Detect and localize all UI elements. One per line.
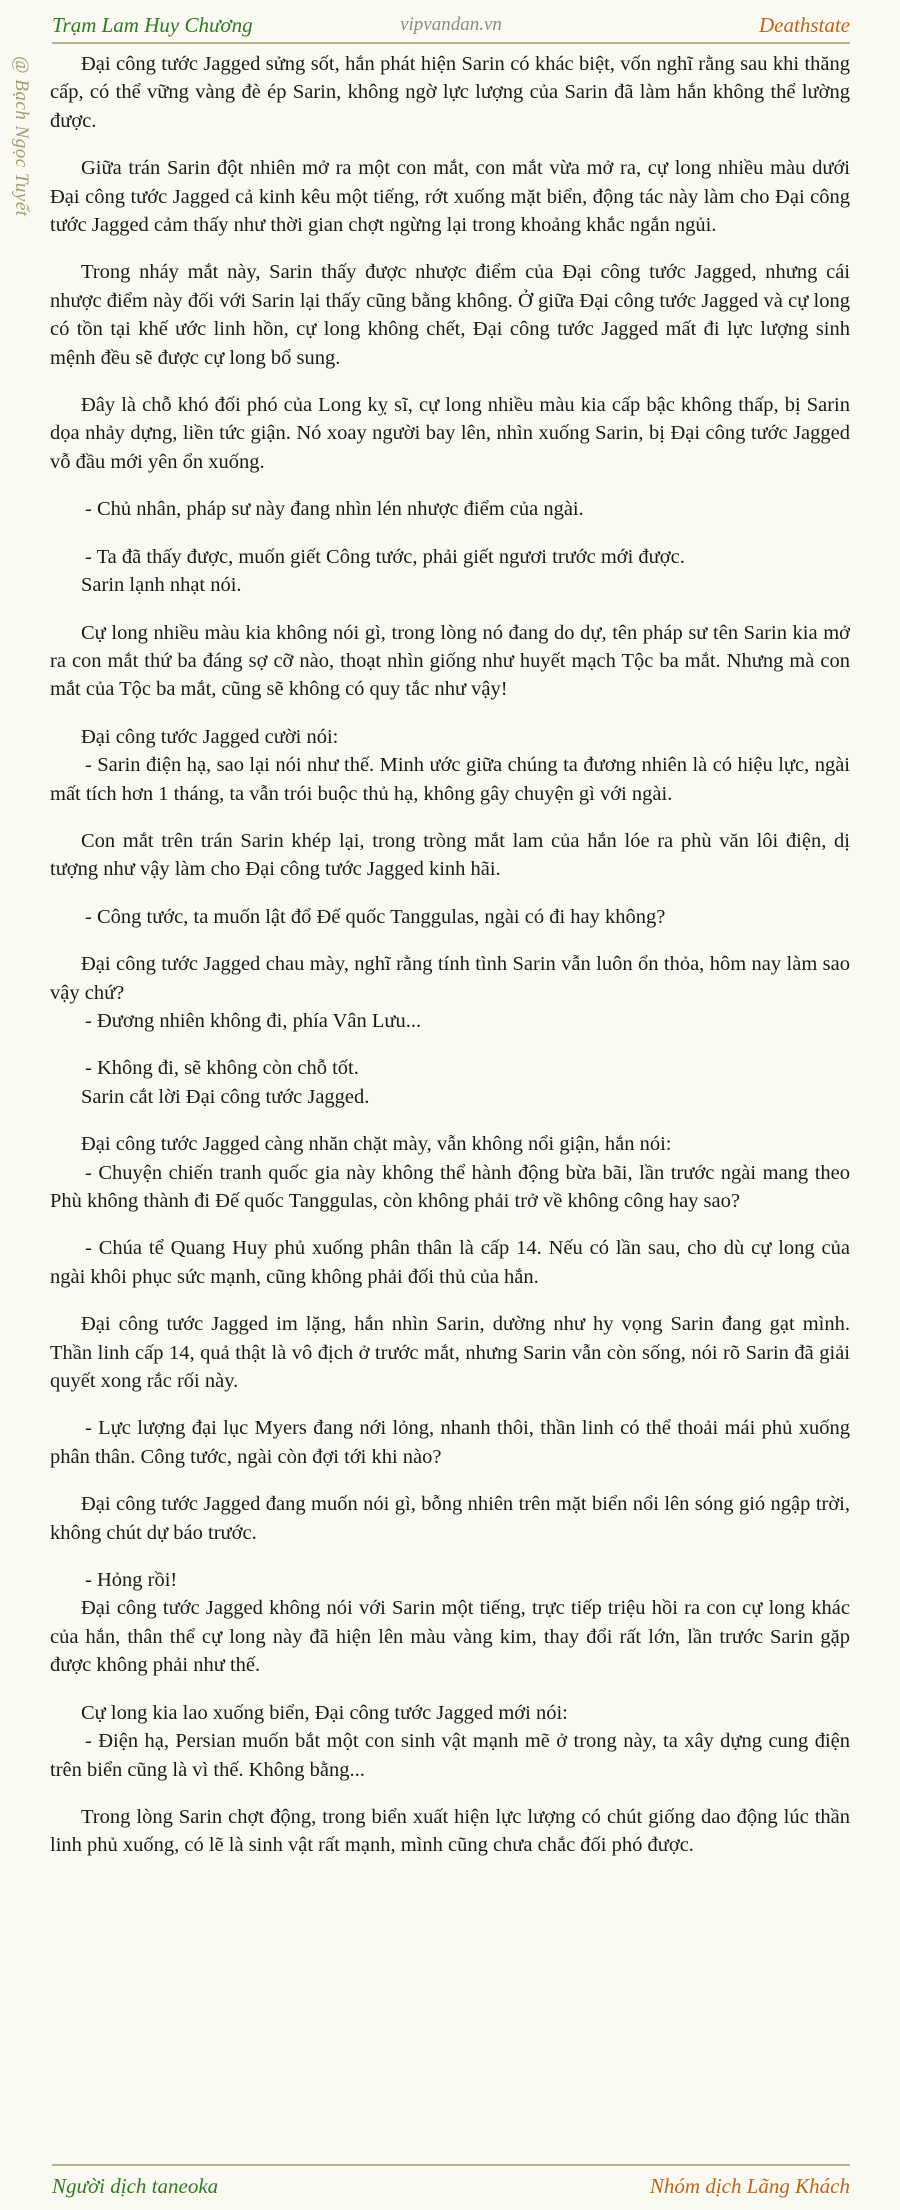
- dialogue-line: - Không đi, sẽ không còn chỗ tốt.: [85, 1057, 359, 1080]
- paragraph: Đại công tước Jagged chau mày, nghĩ rằng tính tình Sarin vẫn luôn ổn thỏa, hôm nay làm sao vậy chứ?: [50, 953, 850, 1004]
- page-footer: [52, 2164, 850, 2206]
- page-header: [52, 8, 850, 44]
- dialogue-tag: Sarin lạnh nhạt nói.: [81, 574, 242, 597]
- dialogue-line: - Điện hạ, Persian muốn bắt một con sinh vật mạnh mẽ ở trong này, ta xây dựng cung điện trên biển cũng là vì thế. Không bằng...: [50, 1730, 850, 1781]
- chapter-label: Deathstate: [759, 12, 850, 37]
- dialogue-line: - Chuyện chiến tranh quốc gia này không thể hành động bừa bãi, lần trước ngài mang theo Phù không thành đi Đế quốc Tanggulas, còn không phải trở về không công hay sao?: [50, 1161, 850, 1212]
- dialogue-line: - Ta đã thấy được, muốn giết Công tước, phải giết ngươi trước mới được.: [85, 545, 685, 568]
- translator-credit: Người dịch taneoka: [52, 2173, 219, 2198]
- paragraph: Trong nháy mắt này, Sarin thấy được nhược điểm của Đại công tước Jagged, nhưng cái nhược điểm này đối với Sarin lại thấy cũng bằng không. Ở giữa Đại công tước Jagged và cự long có tồn tại khế ước linh hồn, cự long không chết, Đại công tước Jagged mất đi lực lượng sinh mệnh đều sẽ được cự long bổ sung.: [50, 261, 850, 369]
- dialogue-line: - Lực lượng đại lục Myers đang nới lỏng, nhanh thôi, thần linh có thể thoải mái phủ xuống phân thân. Công tước, ngài còn đợi tới khi nào?: [50, 1417, 850, 1468]
- chapter-text: [50, 50, 850, 1879]
- dialogue-tag: Sarin cắt lời Đại công tước Jagged.: [81, 1085, 370, 1108]
- dialogue-line: - Sarin điện hạ, sao lại nói như thế. Minh ước giữa chúng ta đương nhiên là có hiệu lực, ngài mất tích hơn 1 tháng, ta vẫn trói buộc thủ hạ, không gây chuyện gì với ngài.: [50, 754, 850, 805]
- site-name: vipvandan.vn: [400, 14, 502, 35]
- dialogue-line: - Chủ nhân, pháp sư này đang nhìn lén nhược điểm của ngài.: [85, 498, 584, 521]
- paragraph: Đại công tước Jagged cười nói:: [81, 725, 339, 748]
- dialogue-line: - Hỏng rồi!: [85, 1569, 178, 1592]
- paragraph: Đại công tước Jagged không nói với Sarin một tiếng, trực tiếp triệu hồi ra con cự long khác của hắn, thân thể cự long này đã hiện lên màu vàng kim, thay đổi rất lớn, lần trước Sarin gặp được không phải như thế.: [50, 1597, 850, 1677]
- paragraph: Đại công tước Jagged càng nhăn chặt mày, vẫn không nổi giận, hắn nói:: [81, 1133, 672, 1156]
- group-credit: Nhóm dịch Lãng Khách: [649, 2173, 850, 2198]
- paragraph: Đại công tước Jagged sửng sốt, hắn phát hiện Sarin có khác biệt, vốn nghĩ rằng sau khi thăng cấp, có thể vững vàng đè ép Sarin, không ngờ lực lượng của Sarin đã làm hắn không thể lường được.: [50, 53, 850, 132]
- paragraph: Cự long kia lao xuống biển, Đại công tước Jagged mới nói:: [81, 1701, 568, 1724]
- dialogue-line: - Công tước, ta muốn lật đổ Đế quốc Tanggulas, ngài có đi hay không?: [85, 905, 666, 928]
- paragraph: Giữa trán Sarin đột nhiên mở ra một con mắt, con mắt vừa mở ra, cự long nhiều màu dưới Đại công tước Jagged cả kinh kêu một tiếng, rớt xuống mặt biển, động tác này làm cho Đại công tước Jagged cảm thấy như thời gian chợt ngừng lại trong khoảng khắc ngắn ngủi.: [50, 157, 850, 237]
- book-title: Trạm Lam Huy Chương: [52, 12, 253, 37]
- paragraph: Đại công tước Jagged im lặng, hắn nhìn Sarin, dường như hy vọng Sarin đang gạt mình. Thần linh cấp 14, quả thật là vô địch ở trước mắt, nhưng Sarin vẫn còn sống, nói rõ Sarin đã giải quyết xong rắc rối này.: [50, 1313, 850, 1393]
- paragraph: Đại công tước Jagged đang muốn nói gì, bỗng nhiên trên mặt biển nổi lên sóng gió ngập trời, không chút dự báo trước.: [50, 1493, 850, 1544]
- dialogue-line: - Chúa tể Quang Huy phủ xuống phân thân là cấp 14. Nếu có lần sau, cho dù cự long của ngài khôi phục sức mạnh, cũng không phải đối thủ của hắn.: [50, 1237, 850, 1288]
- paragraph: Trong lòng Sarin chợt động, trong biển xuất hiện lực lượng có chút giống dao động lúc thần linh phủ xuống, có lẽ là sinh vật rất mạnh, mình cũng chưa chắc đối phó được.: [50, 1805, 850, 1857]
- paragraph: Cự long nhiều màu kia không nói gì, trong lòng nó đang do dự, tên pháp sư tên Sarin kia mở ra con mắt thứ ba đáng sợ cỡ nào, thoạt nhìn giống như huyết mạch Tộc ba mắt. Nhưng mà con mắt của Tộc ba mắt, cũng sẽ không có quy tắc như vậy!: [50, 621, 850, 701]
- paragraph: Đây là chỗ khó đối phó của Long kỵ sĩ, cự long nhiều màu kia cấp bậc không thấp, bị Sarin dọa nhảy dựng, liền tức giận. Nó xoay người bay lên, nhìn xuống Sarin, bị Đại công tước Jagged vỗ đầu mới yên ổn xuống.: [50, 394, 850, 473]
- dialogue-line: - Đương nhiên không đi, phía Vân Lưu...: [85, 1009, 422, 1032]
- paragraph: Con mắt trên trán Sarin khép lại, trong tròng mắt lam của hắn lóe ra phù văn lôi điện, dị tượng như vậy làm cho Đại công tước Jagged kinh hãi.: [50, 829, 850, 881]
- side-watermark: @ Bạch Ngọc Tuyết: [11, 56, 32, 217]
